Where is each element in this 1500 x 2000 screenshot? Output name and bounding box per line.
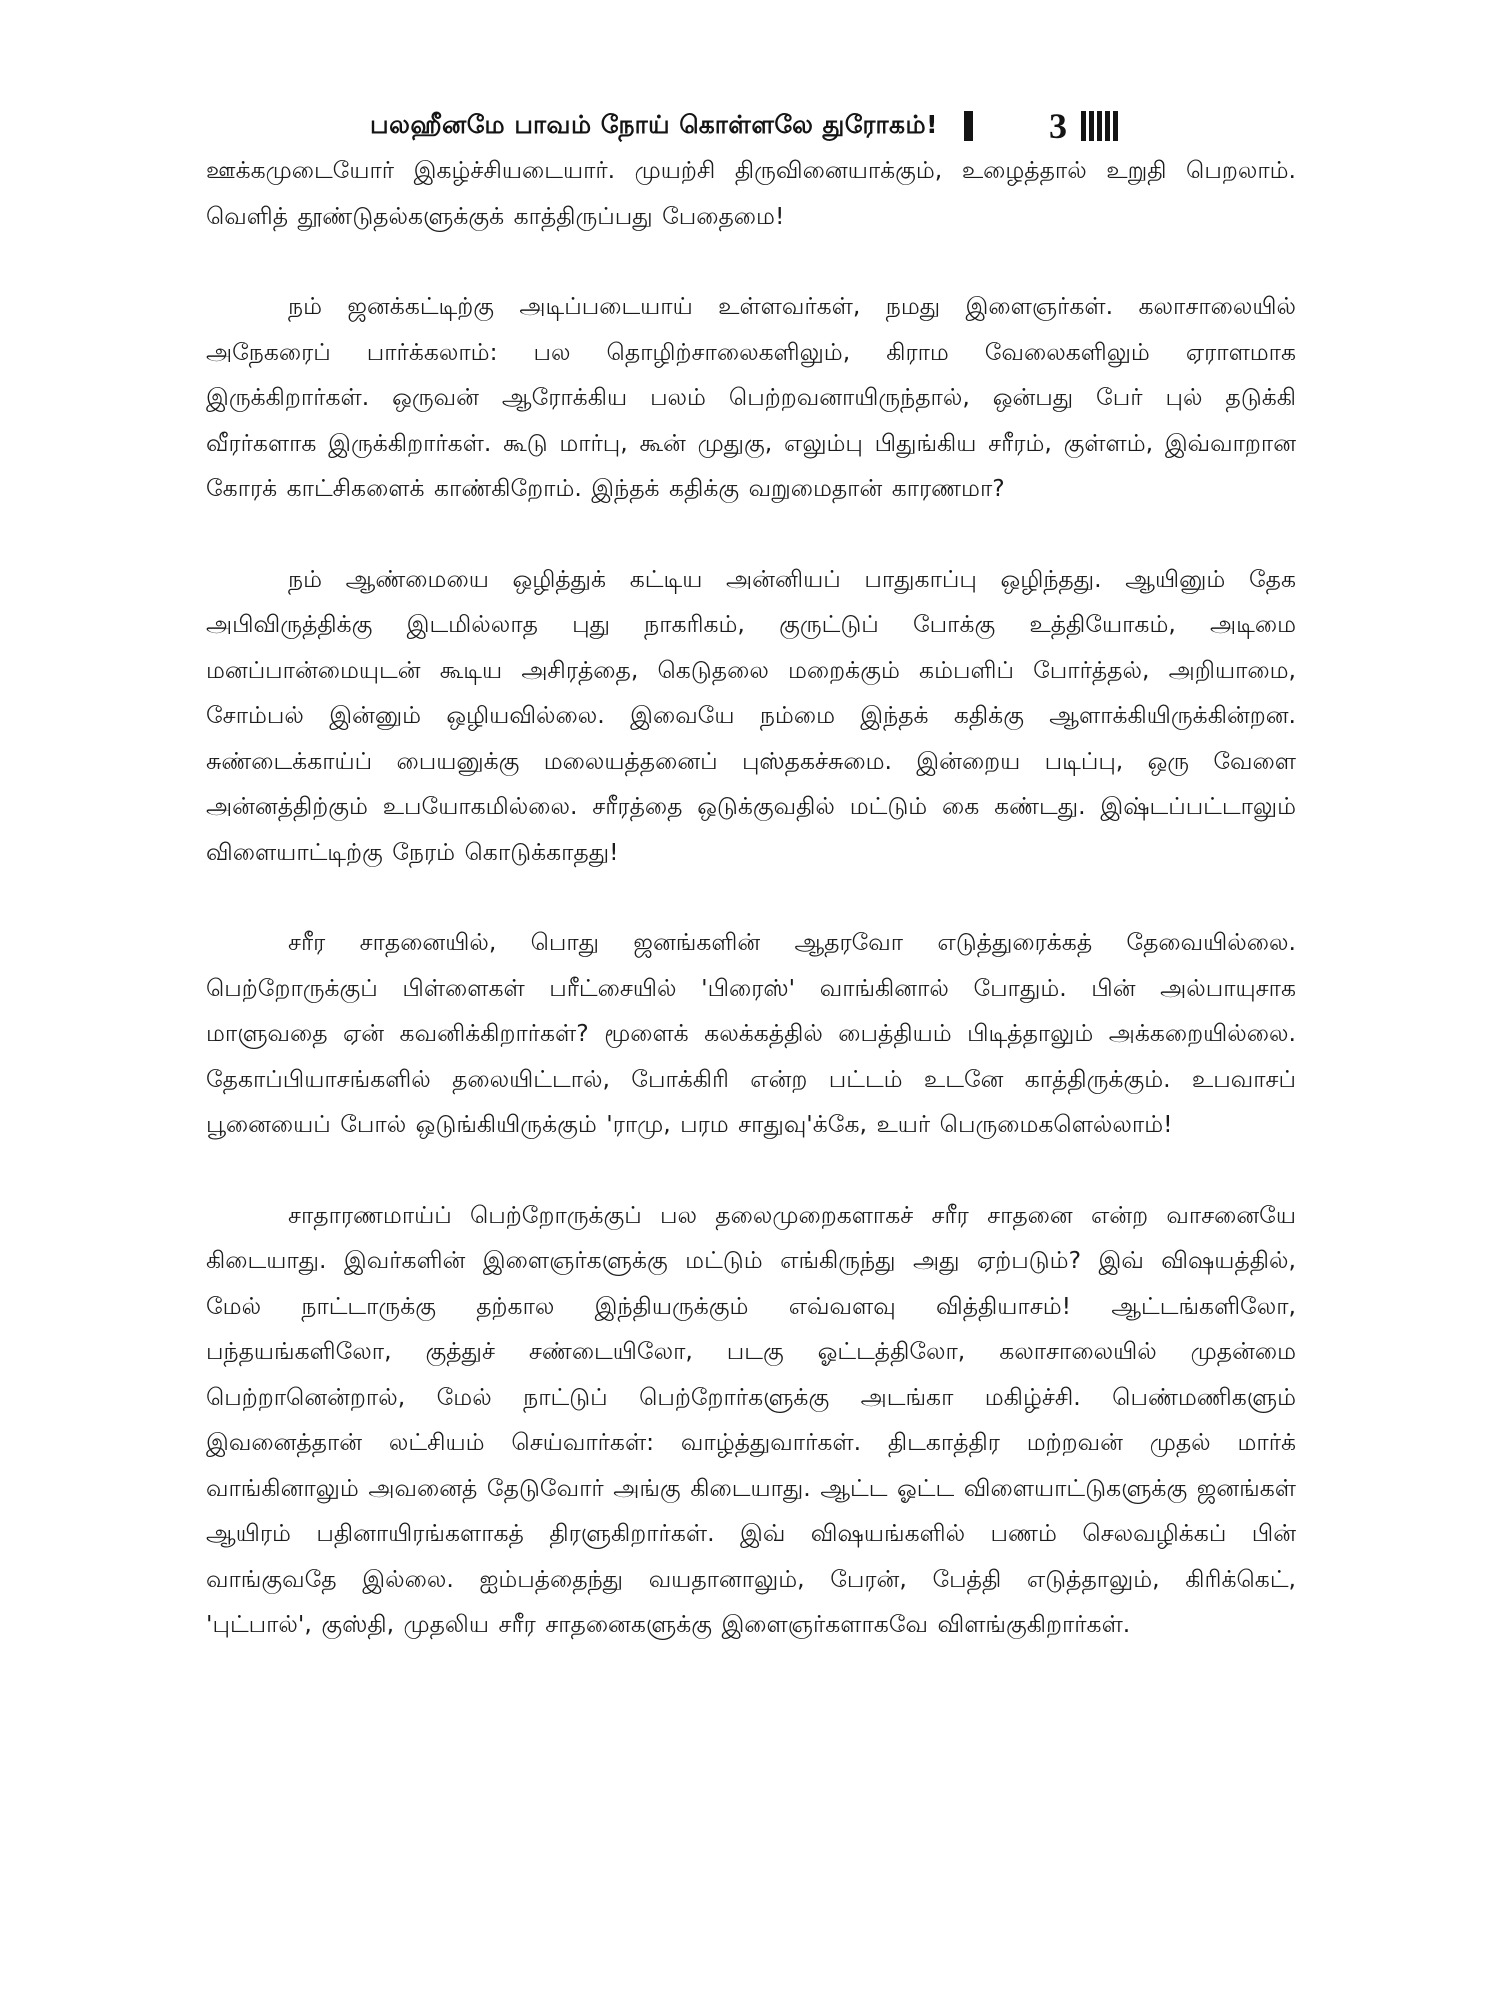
running-header-title: பலஹீனமே பாவம் நோய் கொள்ளலே துரோகம்! bbox=[370, 109, 939, 139]
paragraph: ஊக்கமுடையோர் இகழ்ச்சியடையார். முயற்சி திருவினையாக்கும், உழைத்தால் உறுதி பெறலாம். வெளித் தூண்டுதல்களுக்குக் காத்திருப்பது பேதைமை! bbox=[206, 156, 1296, 230]
header-bar-divider bbox=[964, 111, 973, 141]
paragraph: நம் ஜனக்கட்டிற்கு அடிப்படையாய் உள்ளவர்கள், நமது இளைஞர்கள். கலாசாலையில் அநேகரைப் பார்க்கலாம்: பல தொழிற்சாலைகளிலும், கிராம வேலைகளிலும் ஏராளமாக இருக்கிறார்கள். ஒருவன் ஆரோக்கிய பலம் பெற்றவனாயிருந்தால், ஒன்பது பேர் புல் தடுக்கி வீரர்களாக இருக்கிறார்கள். கூடு மார்பு, கூன் முதுகு, எலும்பு பிதுங்கிய சரீரம், குள்ளம், இவ்வாறான கோரக் காட்சிகளைக் காண்கிறோம். இந்தக் கதிக்கு வறுமைதான் காரணமா? bbox=[206, 292, 1296, 502]
body-text bbox=[206, 148, 1296, 1693]
paragraph: நம் ஆண்மையை ஒழித்துக் கட்டிய அன்னியப் பாதுகாப்பு ஒழிந்தது. ஆயினும் தேக அபிவிருத்திக்கு இடமில்லாத புது நாகரிகம், குருட்டுப் போக்கு உத்தியோகம், அடிமை மனப்பான்மையுடன் கூடிய அசிரத்தை, கெடுதலை மறைக்கும் கம்பளிப் போர்த்தல், அறியாமை, சோம்பல் இன்னும் ஒழியவில்லை. இவையே நம்மை இந்தக் கதிக்கு ஆளாக்கியிருக்கின்றன. சுண்டைக்காய்ப் பையனுக்கு மலையத்தனைப் புஸ்தகச்சுமை. இன்றைய படிப்பு, ஒரு வேளை அன்னத்திற்கும் உபயோகமில்லை. சரீரத்தை ஒடுக்குவதில் மட்டும் கை கண்டது. இஷ்டப்பட்டாலும் விளையாட்டிற்கு நேரம் கொடுக்காதது! bbox=[206, 564, 1296, 866]
page-number: 3 bbox=[1049, 106, 1068, 146]
header-ornament-icon bbox=[1081, 111, 1118, 141]
running-header bbox=[370, 102, 1310, 150]
paragraph: சாதாரணமாய்ப் பெற்றோருக்குப் பல தலைமுறைகளாகச் சரீர சாதனை என்ற வாசனையே கிடையாது. இவர்களின் இளைஞர்களுக்கு மட்டும் எங்கிருந்து அது ஏற்படும்? இவ் விஷயத்தில், மேல் நாட்டாருக்கு தற்கால இந்தியருக்கும் எவ்வளவு வித்தியாசம்! ஆட்டங்களிலோ, பந்தயங்களிலோ, குத்துச் சண்டையிலோ, படகு ஓட்டத்திலோ, கலாசாலையில் முதன்மை பெற்றானென்றால், மேல் நாட்டுப் பெற்றோர்களுக்கு அடங்கா மகிழ்ச்சி. பெண்மணிகளும் இவனைத்தான் லட்சியம் செய்வார்கள்: வாழ்த்துவார்கள். திடகாத்திர மற்றவன் முதல் மார்க் வாங்கினாலும் அவனைத் தேடுவோர் அங்கு கிடையாது. ஆட்ட ஓட்ட விளையாட்டுகளுக்கு ஜனங்கள் ஆயிரம் பதினாயிரங்களாகத் திரளுகிறார்கள். இவ் விஷயங்களில் பணம் செலவழிக்கப் பின் வாங்குவதே இல்லை. ஐம்பத்தைந்து வயதானாலும், பேரன், பேத்தி எடுத்தாலும், கிரிக்கெட், 'புட்பால்', குஸ்தி, முதலிய சரீர சாதனைகளுக்கு இளைஞர்களாகவே விளங்குகிறார்கள். bbox=[206, 1200, 1296, 1638]
paragraph: சரீர சாதனையில், பொது ஜனங்களின் ஆதரவோ எடுத்துரைக்கத் தேவையில்லை. பெற்றோருக்குப் பிள்ளைகள் பரீட்சையில் 'பிரைஸ்' வாங்கினால் போதும். பின் அல்பாயுசாக மாளுவதை ஏன் கவனிக்கிறார்கள்? மூளைக் கலக்கத்தில் பைத்தியம் பிடித்தாலும் அக்கறையில்லை. தேகாப்பியாசங்களில் தலையிட்டால், போக்கிரி என்ற பட்டம் உடனே காத்திருக்கும். உபவாசப் பூனையைப் போல் ஒடுங்கியிருக்கும் 'ராமு, பரம சாதுவு'க்கே, உயர் பெருமைகளெல்லாம்! bbox=[206, 928, 1296, 1138]
